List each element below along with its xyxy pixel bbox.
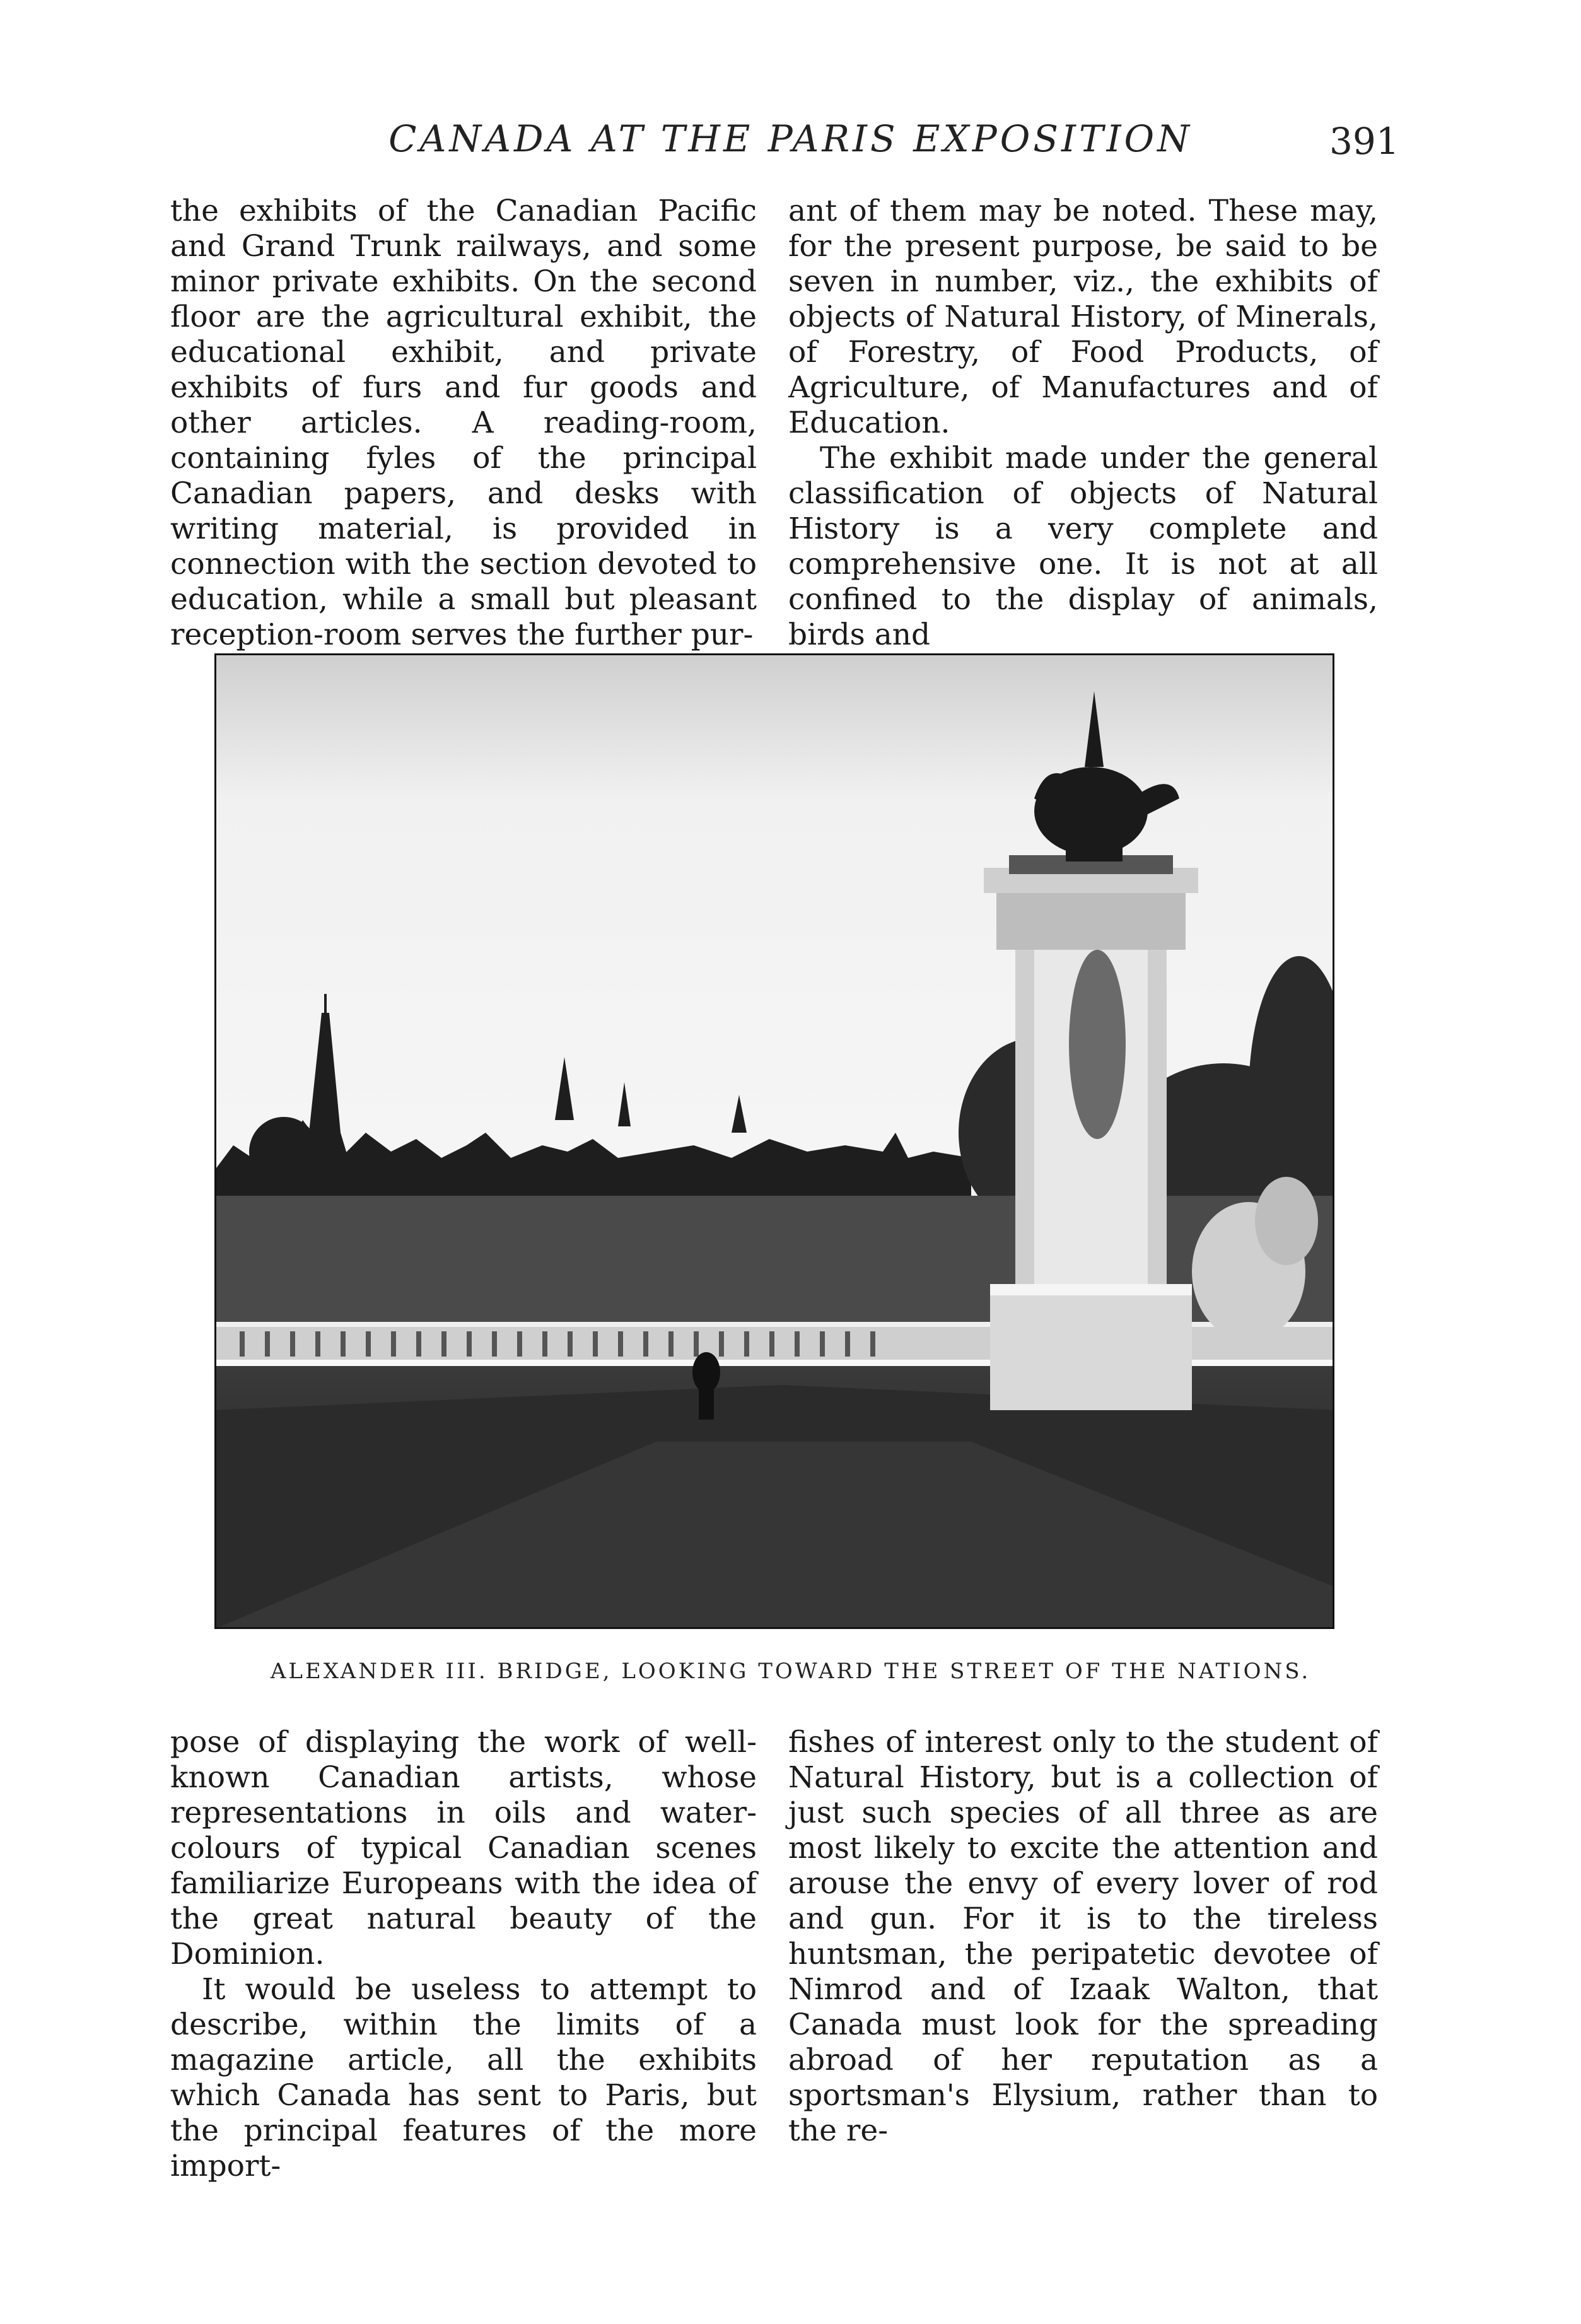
paragraph: fishes of interest only to the student of Natural History, but is a collection of just such species of all three as are most likely to excite the attention and arouse the envy of every lover of rod and gun. For it is to the tireless huntsman, the peripatetic devotee of Nimrod and of Izaak Walton, that Canada must look for the spreading abroad of her reputation as a sportsman's Elysium, rather than to the re- [788, 1725, 1378, 2148]
page-number: 391 [1329, 120, 1399, 163]
text-column-bottom-right [788, 1725, 1378, 2149]
paragraph: It would be useless to attempt to describe, within the limits of a magazine article, all the exhibits which Canada has sent to Paris, but the principal features of the more import- [170, 1972, 757, 2183]
paragraph: the exhibits of the Canadian Pacific and Grand Trunk railways, and some minor private exhibits. On the second floor are the agricultural exhibit, the educational exhibit, and private exhibits of furs and fur goods and other articles. A reading-room, containing fyles of the principal Canadian papers, and desks with writing material, is provided in connection with the section devoted to education, while a small but pleasant reception-room serves the further pur- [170, 194, 757, 652]
running-title: CANADA AT THE PARIS EXPOSITION [388, 117, 1193, 160]
text-column-bottom-left [170, 1725, 757, 2184]
paragraph: The exhibit made under the general classification of objects of Natural History is a very complete and comprehensive one. It is not at all confined to the display of animals, birds and [788, 441, 1378, 652]
paragraph: pose of displaying the work of well-known Canadian artists, whose representations in oils and water-colours of typical Canadian scenes familiarize Europeans with the idea of the great natural beauty of the Dominion. [170, 1725, 757, 1971]
monumental-pylon [984, 855, 1198, 1410]
bridge-photograph [214, 653, 1334, 1629]
figure-caption: ALEXANDER III. BRIDGE, LOOKING TOWARD THE STREET OF THE NATIONS. [270, 1659, 1311, 1684]
text-column-top-right [788, 194, 1378, 653]
paragraph: ant of them may be noted. These may, for the present purpose, be said to be seven in number, viz., the exhibits of objects of Natural History, of Minerals, of Forestry, of Food Products, of Agriculture, of Manufactures and of Education. [788, 194, 1378, 440]
text-column-top-left [170, 194, 757, 653]
